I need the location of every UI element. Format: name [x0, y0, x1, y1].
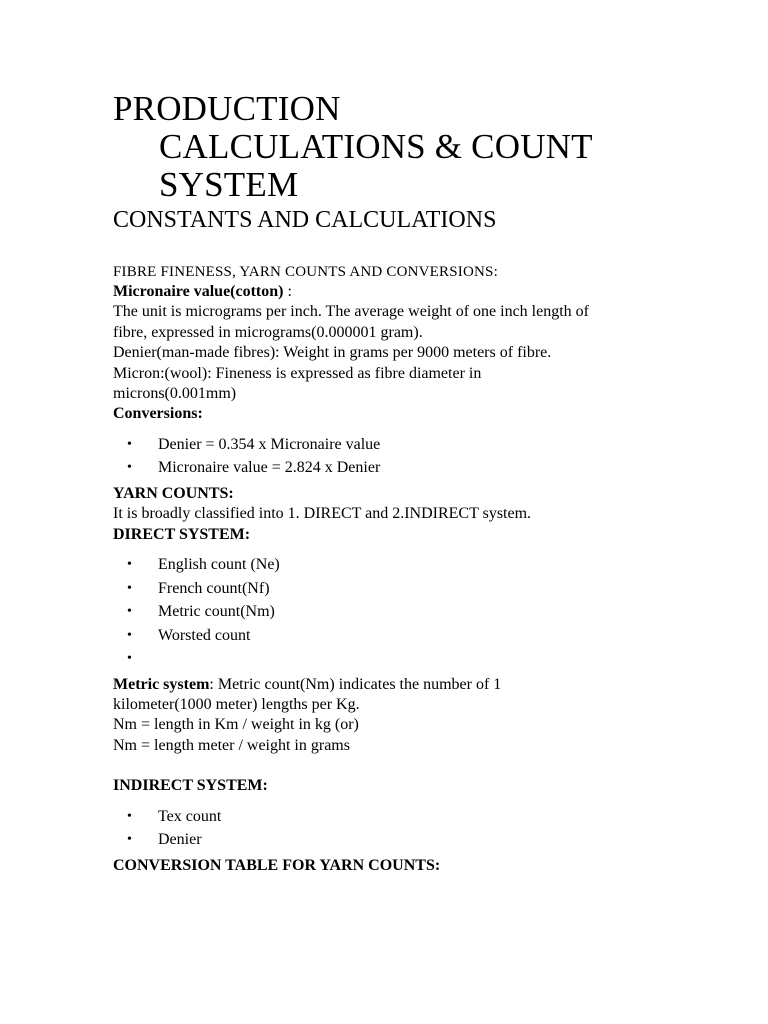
bullet-icon: •	[127, 651, 132, 667]
yarn-counts-desc: It is broadly classified into 1. DIRECT and 2.INDIRECT system.	[113, 505, 532, 523]
direct-system-list	[113, 553, 708, 671]
list-item	[113, 553, 708, 577]
list-item-text: Micronaire value = 2.824 x Denier	[158, 459, 381, 477]
indirect-system-list	[113, 805, 708, 852]
micronaire-desc-2: fibre, expressed in micrograms(0.000001 gram).	[113, 323, 423, 341]
fibre-section-heading: FIBRE FINENESS, YARN COUNTS AND CONVERSIONS:	[113, 264, 498, 280]
micronaire-suffix: :	[283, 283, 292, 300]
conversion-table-heading: CONVERSION TABLE FOR YARN COUNTS:	[113, 856, 441, 874]
metric-system-desc-2: kilometer(1000 meter) lengths per Kg.	[113, 695, 360, 713]
micronaire-desc-1: The unit is micrograms per inch. The average weight of one inch length of	[113, 303, 589, 321]
list-item	[113, 577, 708, 601]
bullet-icon: •	[127, 557, 132, 573]
micron-desc-1: Micron:(wool): Fineness is expressed as fibre diameter in	[113, 364, 482, 382]
spacer	[113, 234, 708, 262]
list-item	[113, 805, 708, 829]
indirect-system-heading: INDIRECT SYSTEM:	[113, 777, 268, 795]
title-line-2: CALCULATIONS & COUNT	[159, 127, 593, 166]
list-item-text: French count(Nf)	[158, 579, 270, 597]
direct-system-heading: DIRECT SYSTEM:	[113, 525, 251, 543]
metric-system-label: Metric system	[113, 675, 210, 693]
spacer	[113, 756, 708, 776]
bullet-icon: •	[127, 627, 132, 643]
list-item	[113, 600, 708, 624]
bullet-icon: •	[127, 604, 132, 620]
bullet-icon: •	[127, 436, 132, 452]
list-item	[113, 433, 708, 457]
title-line-3: SYSTEM	[159, 165, 299, 204]
yarn-counts-heading: YARN COUNTS:	[113, 484, 234, 502]
micronaire-label: Micronaire value(cotton)	[113, 283, 284, 300]
list-item-text: Denier = 0.354 x Micronaire value	[158, 435, 381, 453]
list-item-text: Tex count	[158, 807, 222, 825]
conversions-list	[113, 433, 708, 480]
list-item	[113, 647, 708, 671]
nm-formula-1: Nm = length in Km / weight in kg (or)	[113, 716, 359, 734]
bullet-icon: •	[127, 580, 132, 596]
list-item-text: Denier	[158, 831, 202, 849]
document-subtitle: CONSTANTS AND CALCULATIONS	[113, 207, 497, 233]
denier-desc: Denier(man-made fibres): Weight in grams per 9000 meters of fibre.	[113, 344, 552, 362]
list-item	[113, 456, 708, 480]
list-item	[113, 828, 708, 852]
title-line-1: PRODUCTION	[113, 89, 341, 128]
bullet-icon: •	[127, 832, 132, 848]
bullet-icon: •	[127, 808, 132, 824]
list-item-text: English count (Ne)	[158, 556, 280, 574]
list-item	[113, 624, 708, 648]
metric-system-line	[113, 675, 708, 695]
fibre-section	[113, 262, 708, 876]
conversions-heading: Conversions:	[113, 405, 203, 423]
metric-system-desc-1: : Metric count(Nm) indicates the number of 1	[209, 675, 502, 693]
bullet-icon: •	[127, 460, 132, 476]
list-item-text: Metric count(Nm)	[158, 603, 275, 621]
micronaire-line	[113, 282, 708, 302]
list-item-text: Worsted count	[158, 626, 251, 644]
document-title	[113, 90, 708, 204]
micron-desc-2: microns(0.001mm)	[113, 385, 237, 403]
nm-formula-2: Nm = length meter / weight in grams	[113, 736, 350, 754]
